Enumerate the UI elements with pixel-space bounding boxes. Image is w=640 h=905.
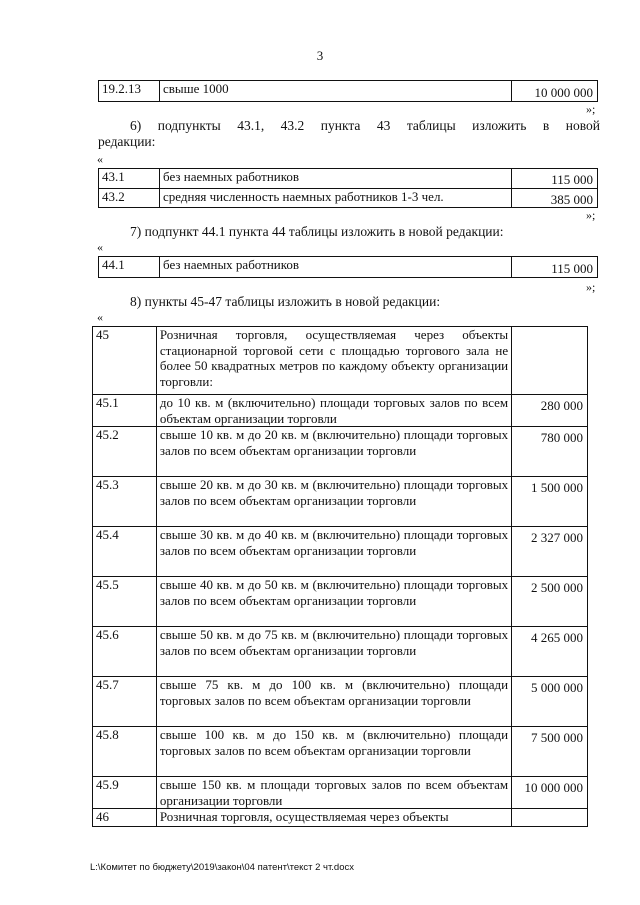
item-description: свыше 150 кв. м площади торговых залов по всем объектам организации торговли [156, 777, 511, 809]
open-quote: « [97, 152, 103, 166]
item-code: 43.2 [99, 188, 160, 208]
item-value: 10 000 000 [512, 81, 598, 102]
table-row [93, 527, 588, 577]
item-value: 5 000 000 [512, 677, 588, 727]
item-description: свыше 40 кв. м до 50 кв. м (включительно) площади торговых залов по всем объектам организации торговли [156, 577, 511, 627]
item-description: Розничная торговля, осуществляемая через объекты стационарной торговой сети с площадью торгового зала не более 50 квадратных метров по каждому объекту организации торговли: [156, 327, 511, 395]
item-code: 45.9 [93, 777, 157, 809]
item-description: свыше 50 кв. м до 75 кв. м (включительно) площади торговых залов по всем объектам организации торговли [156, 627, 511, 677]
item-value: 2 500 000 [512, 577, 588, 627]
table-row [93, 577, 588, 627]
item-value: 1 500 000 [512, 477, 588, 527]
footer-file-path: L:\Комитет по бюджету\2019\закон\04 патент\текст 2 чт.docx [90, 862, 355, 873]
item-description: свыше 20 кв. м до 30 кв. м (включительно) площади торговых залов по всем объектам организации торговли [156, 477, 511, 527]
table-row [99, 188, 598, 208]
item-description: свыше 75 кв. м до 100 кв. м (включительно) площади торговых залов по всем объектам организации торговли [156, 677, 511, 727]
table-item-44-1 [98, 256, 598, 278]
item-code: 45.7 [93, 677, 157, 727]
table-row [93, 677, 588, 727]
paragraph-7: 7) подпункт 44.1 пункта 44 таблицы изложить в новой редакции: [130, 224, 504, 239]
table-row [93, 777, 588, 809]
item-description: Розничная торговля, осуществляемая через объекты [156, 809, 511, 827]
close-quote: »; [586, 102, 596, 116]
close-quote: »; [586, 208, 596, 222]
item-value: 280 000 [512, 395, 588, 427]
item-value: 780 000 [512, 427, 588, 477]
item-code: 44.1 [99, 257, 160, 278]
item-description: свыше 10 кв. м до 20 кв. м (включительно) площади торговых залов по всем объектам организации торговли [156, 427, 511, 477]
open-quote: « [97, 310, 103, 324]
open-quote: « [97, 240, 103, 254]
table-row [99, 257, 598, 278]
item-description: без наемных работников [160, 169, 512, 189]
table-row [93, 477, 588, 527]
item-code: 19.2.13 [99, 81, 160, 102]
item-description: свыше 100 кв. м до 150 кв. м (включительно) площади торговых залов по всем объектам организации торговли [156, 727, 511, 777]
table-items-45 [92, 326, 588, 827]
item-value: 115 000 [512, 169, 598, 189]
item-value: 7 500 000 [512, 727, 588, 777]
item-code: 45 [93, 327, 157, 395]
paragraph-8: 8) пункты 45-47 таблицы изложить в новой редакции: [130, 294, 441, 309]
item-code: 45.3 [93, 477, 157, 527]
item-code: 45.8 [93, 727, 157, 777]
item-code: 46 [93, 809, 157, 827]
table-row [93, 809, 588, 827]
item-value: 115 000 [512, 257, 598, 278]
close-quote: »; [586, 280, 596, 294]
item-value: 4 265 000 [512, 627, 588, 677]
item-code: 45.4 [93, 527, 157, 577]
item-code: 43.1 [99, 169, 160, 189]
item-description: свыше 1000 [160, 81, 512, 102]
item-value: 10 000 000 [512, 777, 588, 809]
table-row [99, 81, 598, 102]
item-value [512, 327, 588, 395]
item-value: 2 327 000 [512, 527, 588, 577]
table-row [93, 427, 588, 477]
table-row [99, 169, 598, 189]
paragraph-6: 6) подпункты 43.1, 43.2 пункта 43 таблицы изложить в новой [130, 118, 600, 133]
paragraph-6-cont: редакции: [98, 134, 156, 149]
item-description: без наемных работников [160, 257, 512, 278]
table-row [93, 395, 588, 427]
page-number: 3 [316, 48, 324, 63]
item-code: 45.5 [93, 577, 157, 627]
table-items-43 [98, 168, 598, 208]
table-row [93, 627, 588, 677]
item-description: средняя численность наемных работников 1-3 чел. [160, 188, 512, 208]
item-value [512, 809, 588, 827]
item-code: 45.1 [93, 395, 157, 427]
item-code: 45.2 [93, 427, 157, 477]
table-item-19-2-13 [98, 80, 598, 102]
table-row [93, 727, 588, 777]
item-description: свыше 30 кв. м до 40 кв. м (включительно) площади торговых залов по всем объектам организации торговли [156, 527, 511, 577]
item-value: 385 000 [512, 188, 598, 208]
item-code: 45.6 [93, 627, 157, 677]
table-row [93, 327, 588, 395]
item-description: до 10 кв. м (включительно) площади торговых залов по всем объектам организации торговли [156, 395, 511, 427]
